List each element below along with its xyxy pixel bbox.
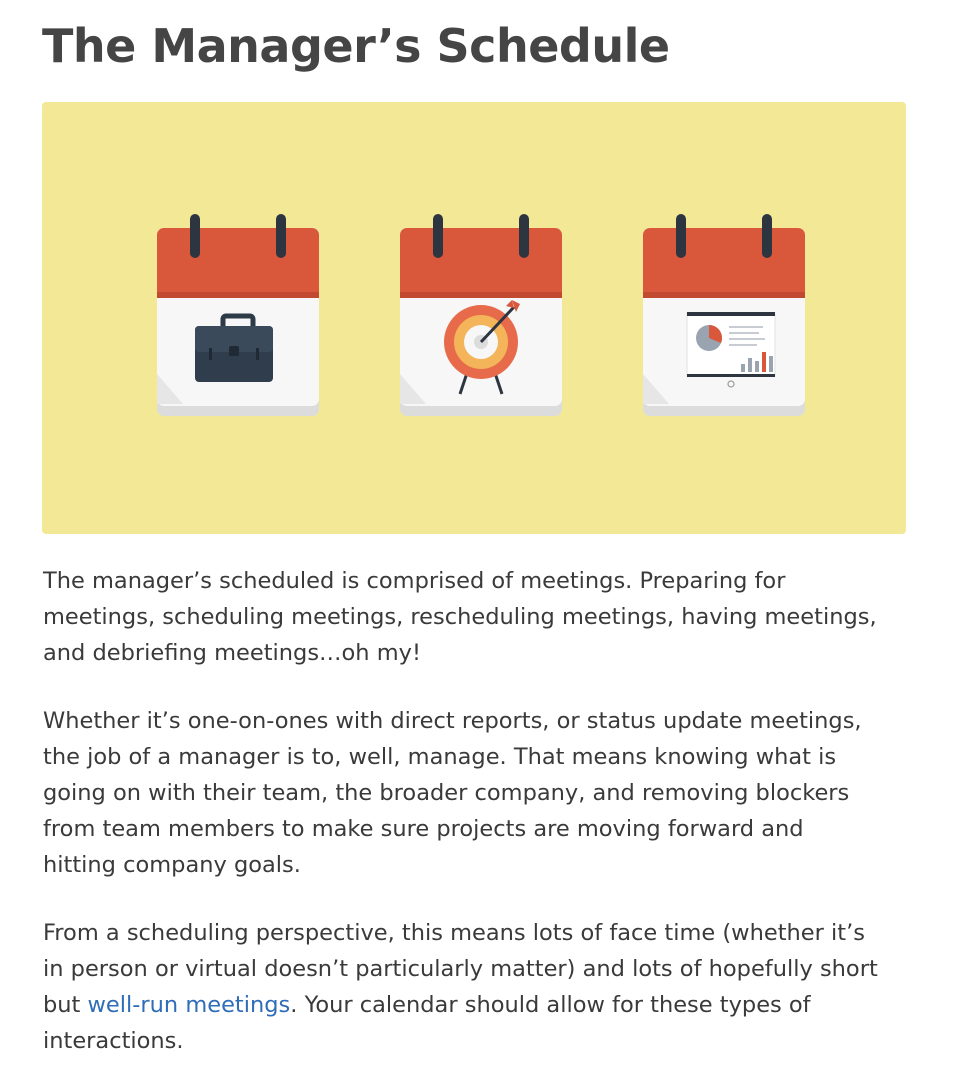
briefcase-calendar-icon	[157, 214, 319, 416]
presentation-calendar-icon	[643, 214, 805, 416]
paragraph-2	[43, 703, 923, 883]
paragraph-line: Whether it’s one-on-ones with direct reports, or status update meetings,	[43, 708, 862, 734]
page-title: The Manager’s Schedule	[42, 19, 670, 73]
paragraph-1	[43, 563, 923, 671]
paragraph-line-with-link	[43, 987, 923, 1023]
paragraph-line: meetings, scheduling meetings, rescheduling meetings, having meetings,	[43, 604, 877, 630]
paragraph-line: interactions.	[43, 1028, 184, 1054]
well-run-meetings-link[interactable]: well-run meetings	[87, 992, 291, 1018]
paragraph-line: the job of a manager is to, well, manage. That means knowing what is	[43, 744, 837, 770]
paragraph-line: and debriefing meetings…oh my!	[43, 640, 421, 666]
paragraph-line: from team members to make sure projects are moving forward and	[43, 816, 804, 842]
paragraph-line: hitting company goals.	[43, 852, 301, 878]
hero-banner	[42, 102, 906, 534]
paragraph-line: From a scheduling perspective, this means lots of face time (whether it’s	[43, 920, 865, 946]
paragraph-line: in person or virtual doesn’t particularly matter) and lots of hopefully short	[43, 956, 878, 982]
link-prefix: but	[43, 992, 88, 1018]
paragraph-line: The manager’s scheduled is comprised of meetings. Preparing for	[43, 568, 786, 594]
paragraph-line: going on with their team, the broader company, and removing blockers	[43, 780, 850, 806]
target-calendar-icon	[400, 214, 562, 416]
paragraph-3	[43, 915, 923, 1059]
calendar-illustration	[42, 102, 906, 534]
link-suffix: . Your calendar should allow for these types of	[290, 992, 811, 1018]
